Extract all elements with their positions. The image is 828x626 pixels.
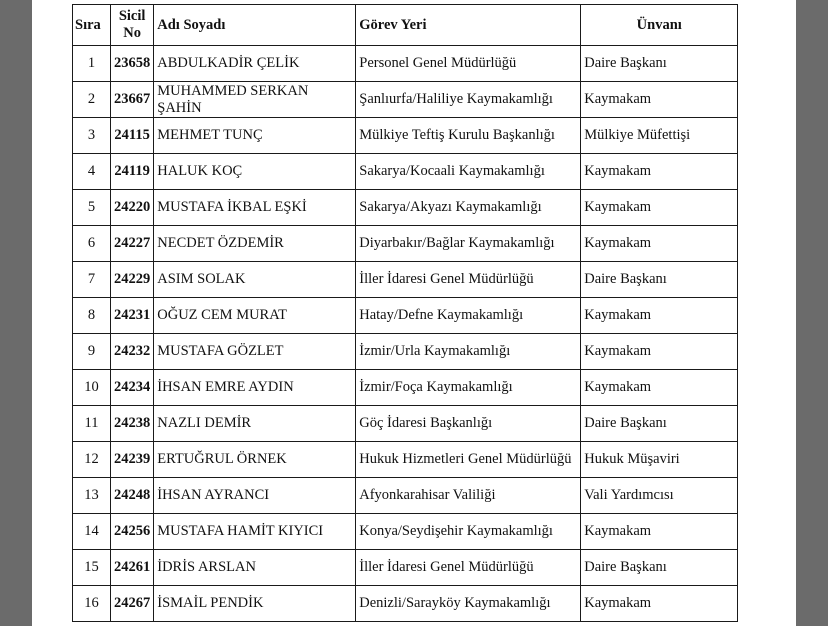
document-page (32, 0, 796, 626)
header-gorev-yeri: Görev Yeri (356, 5, 581, 46)
cell-gorev-yeri: İller İdaresi Genel Müdürlüğü (356, 550, 581, 586)
table-row (73, 262, 738, 298)
header-sira: Sıra (73, 5, 111, 46)
cell-unvani: Kaymakam (581, 154, 738, 190)
cell-adi-soyadi: NAZLI DEMİR (154, 406, 356, 442)
cell-sira: 13 (73, 478, 111, 514)
cell-sicil-no: 24261 (111, 550, 154, 586)
personnel-table (72, 4, 738, 622)
header-unvani: Ünvanı (581, 5, 738, 46)
cell-sicil-no: 23658 (111, 46, 154, 82)
table-row (73, 514, 738, 550)
header-adi-soyadi: Adı Soyadı (154, 5, 356, 46)
cell-gorev-yeri: İzmir/Urla Kaymakamlığı (356, 334, 581, 370)
table-body (73, 46, 738, 622)
table-row (73, 478, 738, 514)
cell-gorev-yeri: Mülkiye Teftiş Kurulu Başkanlığı (356, 118, 581, 154)
cell-gorev-yeri: İller İdaresi Genel Müdürlüğü (356, 262, 581, 298)
cell-adi-soyadi: HALUK KOÇ (154, 154, 356, 190)
cell-adi-soyadi: MUSTAFA GÖZLET (154, 334, 356, 370)
table-row (73, 190, 738, 226)
cell-adi-soyadi: İDRİS ARSLAN (154, 550, 356, 586)
cell-adi-soyadi: İSMAİL PENDİK (154, 586, 356, 622)
cell-adi-soyadi: MUHAMMED SERKAN ŞAHİN (154, 82, 356, 118)
cell-sira: 15 (73, 550, 111, 586)
cell-unvani: Kaymakam (581, 82, 738, 118)
table-header-row (73, 5, 738, 46)
cell-gorev-yeri: Diyarbakır/Bağlar Kaymakamlığı (356, 226, 581, 262)
table-row (73, 118, 738, 154)
cell-gorev-yeri: Sakarya/Akyazı Kaymakamlığı (356, 190, 581, 226)
cell-gorev-yeri: Konya/Seydişehir Kaymakamlığı (356, 514, 581, 550)
cell-sicil-no: 24119 (111, 154, 154, 190)
cell-sira: 3 (73, 118, 111, 154)
cell-sira: 14 (73, 514, 111, 550)
cell-unvani: Kaymakam (581, 334, 738, 370)
header-sicil-no: Sicil No (111, 5, 154, 46)
table-row (73, 46, 738, 82)
cell-sira: 8 (73, 298, 111, 334)
cell-gorev-yeri: Şanlıurfa/Haliliye Kaymakamlığı (356, 82, 581, 118)
cell-sicil-no: 24229 (111, 262, 154, 298)
cell-adi-soyadi: OĞUZ CEM MURAT (154, 298, 356, 334)
cell-unvani: Daire Başkanı (581, 262, 738, 298)
table-row (73, 334, 738, 370)
table-row (73, 226, 738, 262)
cell-sira: 5 (73, 190, 111, 226)
cell-sicil-no: 24239 (111, 442, 154, 478)
cell-sicil-no: 23667 (111, 82, 154, 118)
cell-adi-soyadi: ABDULKADİR ÇELİK (154, 46, 356, 82)
cell-sira: 16 (73, 586, 111, 622)
cell-unvani: Kaymakam (581, 298, 738, 334)
cell-sicil-no: 24256 (111, 514, 154, 550)
cell-adi-soyadi: İHSAN EMRE AYDIN (154, 370, 356, 406)
cell-sira: 6 (73, 226, 111, 262)
cell-unvani: Daire Başkanı (581, 550, 738, 586)
cell-unvani: Kaymakam (581, 370, 738, 406)
cell-adi-soyadi: İHSAN AYRANCI (154, 478, 356, 514)
cell-sicil-no: 24232 (111, 334, 154, 370)
cell-gorev-yeri: Sakarya/Kocaali Kaymakamlığı (356, 154, 581, 190)
cell-sicil-no: 24220 (111, 190, 154, 226)
cell-adi-soyadi: MUSTAFA İKBAL EŞKİ (154, 190, 356, 226)
table-row (73, 406, 738, 442)
table-row (73, 442, 738, 478)
table-row (73, 82, 738, 118)
cell-sira: 2 (73, 82, 111, 118)
cell-adi-soyadi: NECDET ÖZDEMİR (154, 226, 356, 262)
cell-unvani: Vali Yardımcısı (581, 478, 738, 514)
cell-sira: 10 (73, 370, 111, 406)
cell-adi-soyadi: MEHMET TUNÇ (154, 118, 356, 154)
table-row (73, 586, 738, 622)
cell-unvani: Kaymakam (581, 190, 738, 226)
cell-sicil-no: 24115 (111, 118, 154, 154)
cell-sira: 11 (73, 406, 111, 442)
cell-sicil-no: 24238 (111, 406, 154, 442)
cell-gorev-yeri: Hukuk Hizmetleri Genel Müdürlüğü (356, 442, 581, 478)
cell-unvani: Kaymakam (581, 586, 738, 622)
cell-unvani: Daire Başkanı (581, 406, 738, 442)
cell-gorev-yeri: Göç İdaresi Başkanlığı (356, 406, 581, 442)
cell-gorev-yeri: Afyonkarahisar Valiliği (356, 478, 581, 514)
cell-unvani: Daire Başkanı (581, 46, 738, 82)
cell-sicil-no: 24248 (111, 478, 154, 514)
cell-sira: 7 (73, 262, 111, 298)
cell-unvani: Mülkiye Müfettişi (581, 118, 738, 154)
cell-unvani: Kaymakam (581, 514, 738, 550)
cell-sira: 9 (73, 334, 111, 370)
table-row (73, 550, 738, 586)
cell-adi-soyadi: ERTUĞRUL ÖRNEK (154, 442, 356, 478)
cell-unvani: Hukuk Müşaviri (581, 442, 738, 478)
cell-sira: 1 (73, 46, 111, 82)
cell-sira: 12 (73, 442, 111, 478)
cell-adi-soyadi: MUSTAFA HAMİT KIYICI (154, 514, 356, 550)
table-row (73, 298, 738, 334)
cell-sicil-no: 24231 (111, 298, 154, 334)
table-row (73, 370, 738, 406)
table-row (73, 154, 738, 190)
cell-sira: 4 (73, 154, 111, 190)
cell-unvani: Kaymakam (581, 226, 738, 262)
cell-gorev-yeri: Personel Genel Müdürlüğü (356, 46, 581, 82)
cell-gorev-yeri: Denizli/Sarayköy Kaymakamlığı (356, 586, 581, 622)
cell-sicil-no: 24227 (111, 226, 154, 262)
cell-gorev-yeri: İzmir/Foça Kaymakamlığı (356, 370, 581, 406)
cell-gorev-yeri: Hatay/Defne Kaymakamlığı (356, 298, 581, 334)
cell-sicil-no: 24267 (111, 586, 154, 622)
cell-sicil-no: 24234 (111, 370, 154, 406)
cell-adi-soyadi: ASIM SOLAK (154, 262, 356, 298)
